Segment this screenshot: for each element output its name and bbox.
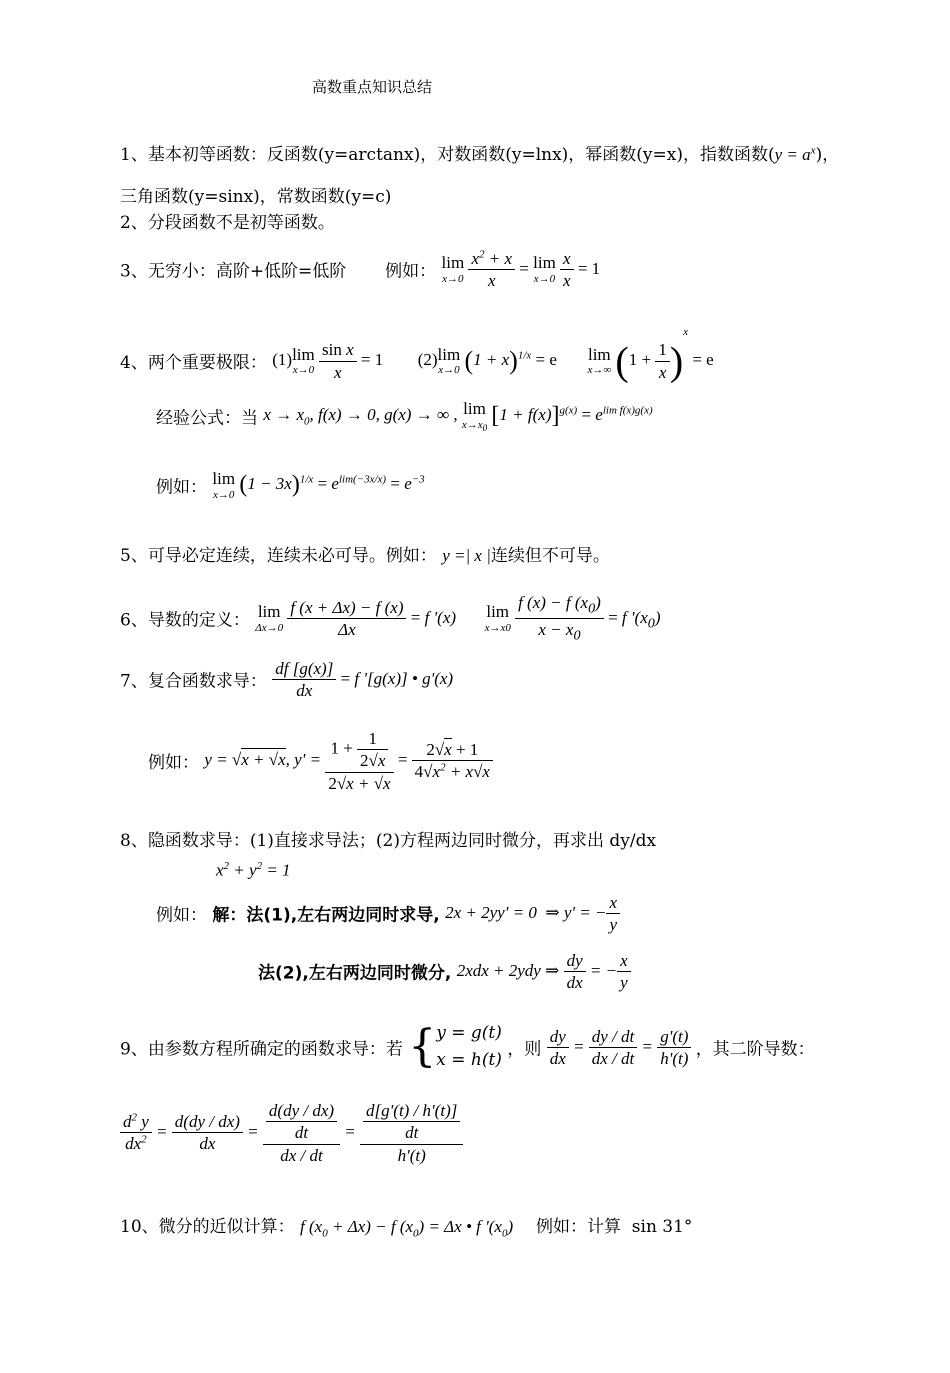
formula-10: f $(x_0 + \Delta x) - f$ $(x_0) = \Delta x$ • f '$(x_0)$ [300,1217,514,1240]
item-8-solution-1 [156,892,620,936]
formula-exp: $y = a^x$ [774,144,816,164]
item-8: 8、隐函数求导：(1)直接求导法；(2)方程两边同时微分，再求出 dy/dx [120,831,657,851]
item-4-example-label: 例如： [156,477,207,498]
formula-7-example: y = √x + √x, y' = 1 + $\frac{1}{2√x}$ 2√x + √x = $\frac{2√x + 1}{4√x^2 + x√x}$ [204,750,493,769]
item-7-example [148,728,493,794]
item-3 [120,248,600,292]
item-1-line2: 三角函数(y=sinx)，常数函数(y=c) [120,187,392,207]
item-10-example: 例如：计算 [535,1217,621,1237]
item-8-example-label: 例如： [156,905,207,926]
solution-1-label: 解：法(1),左右两边同时求导, [212,905,440,926]
item-1-tail: )， [815,145,840,165]
formula-abs: y =| x | [442,546,491,565]
formula-9: $\frac{dy}{dx}$ = $\frac{dy / dt}{dx / dt}$ = $\frac{g'(t)}{h'(t)}$ [547,1037,696,1056]
item-4 [120,326,714,385]
item-7 [120,658,453,702]
item-3-text: 3、无穷小：高阶+低阶=低阶 [120,261,347,282]
formula-3: lim x→0 $\frac{x^2 + x}{x}$ = lim x→0 $\frac{x}{x}$ = 1 [441,248,601,291]
item-2: 2、分段函数不是初等函数。 [120,213,335,233]
item-5 [120,541,610,566]
formula-10-example: sin 31° [626,1217,693,1237]
item-7-example-label: 例如： [148,752,199,773]
formula-9-system: y = g(t) x = h(t) [436,1023,502,1071]
item-5-tail: 连续但不可导。 [490,546,610,566]
item-4-experience [156,400,653,433]
item-8-solution-2 [258,950,631,994]
item-4-text: 4、两个重要极限： [120,353,267,373]
item-1 [120,140,839,165]
solution-2-label: 法(2),左右两边同时微分, [258,963,452,984]
experience-label: 经验公式：当 [156,408,258,429]
item-9-tail: ，其二阶导数： [695,1039,815,1060]
formula-4-example: lim x→0 $(1 - 3x)^{1/x} = e^{lim(-3x/x)} = e^{-3}$ [212,469,425,501]
item-5-text: 5、可导必定连续，连续未必可导。例如： [120,546,437,566]
item-6 [120,592,661,645]
item-9-text: 9、由参数方程所确定的函数求导：若 [120,1039,403,1060]
formula-8-equation: $x^2 + y^2 = 1$ [216,860,291,880]
item-9-then: ，则 [507,1039,542,1060]
item-7-text: 7、复合函数求导： [120,671,267,692]
item-3-example-label: 例如： [385,261,437,282]
item-4-example [156,470,425,501]
item-10-text: 10、微分的近似计算： [120,1217,295,1237]
formula-experience: $x \to x_0$, f(x) → 0, g(x) → ∞ , lim $x\to x_0$ $[1 + f(x)]^{g(x)} = e^{lim f(x)g(x)}$ [263,399,653,433]
formula-8-1: 2x + 2yy' = 0 ⇒ y' = − $\frac{x}{y}$ [445,903,620,922]
page-title: 高数重点知识总结 [312,78,433,96]
item-1-text: 1、基本初等函数：反函数(y=arctanx)，对数函数(y=lnx)，幂函数(y=x)，指数函数( [120,145,775,165]
item-9: 9、由参数方程所确定的函数求导：若 {y = g(t) x = h(t) ，则 $\frac{dy}{dx}$ = $\frac{dy / dt}{dx / dt}$ = $\frac{g'(t)}{h'(t)}$ ，其二阶导数： [120,1020,815,1074]
formula-9-second: $\frac{d^2 y}{dx^2}$ = $\frac{d(dy / dx)}{dx}$ = $\frac{\frac{d(dy / dx)}{dt}}{dx / dt}$ = $\frac{\frac{d[g'(t) / h'(t)]}{dt}}{h'(t)}$ [120,1100,463,1166]
formula-7: $\frac{df [g(x)]}{dx}$ = f '[g(x)] • g'(x) [272,669,453,688]
formula-6: lim Δx→0 $\frac{f (x + \Delta x) - f (x)}{\Delta x}$ = f '(x) lim x→x0 $\frac{f (x) - f (x_0)}{x - x_0}$ = f '$(x_0)$ [255,593,661,644]
formula-8-2: 2xdx + 2ydy ⇒ $\frac{dy}{dx}$ = − $\frac{x}{y}$ [457,961,631,980]
formula-4: (1)lim x→0 $\frac{\text{sin x}}{x}$ = 1 (2)lim x→0 $(1 + x)^{1/x} = e$ lim x→∞ (1 + $\frac{1}{x}$ )$^x$ = e [272,326,714,384]
item-6-text: 6、导数的定义： [120,610,250,631]
item-10 [120,1212,692,1239]
